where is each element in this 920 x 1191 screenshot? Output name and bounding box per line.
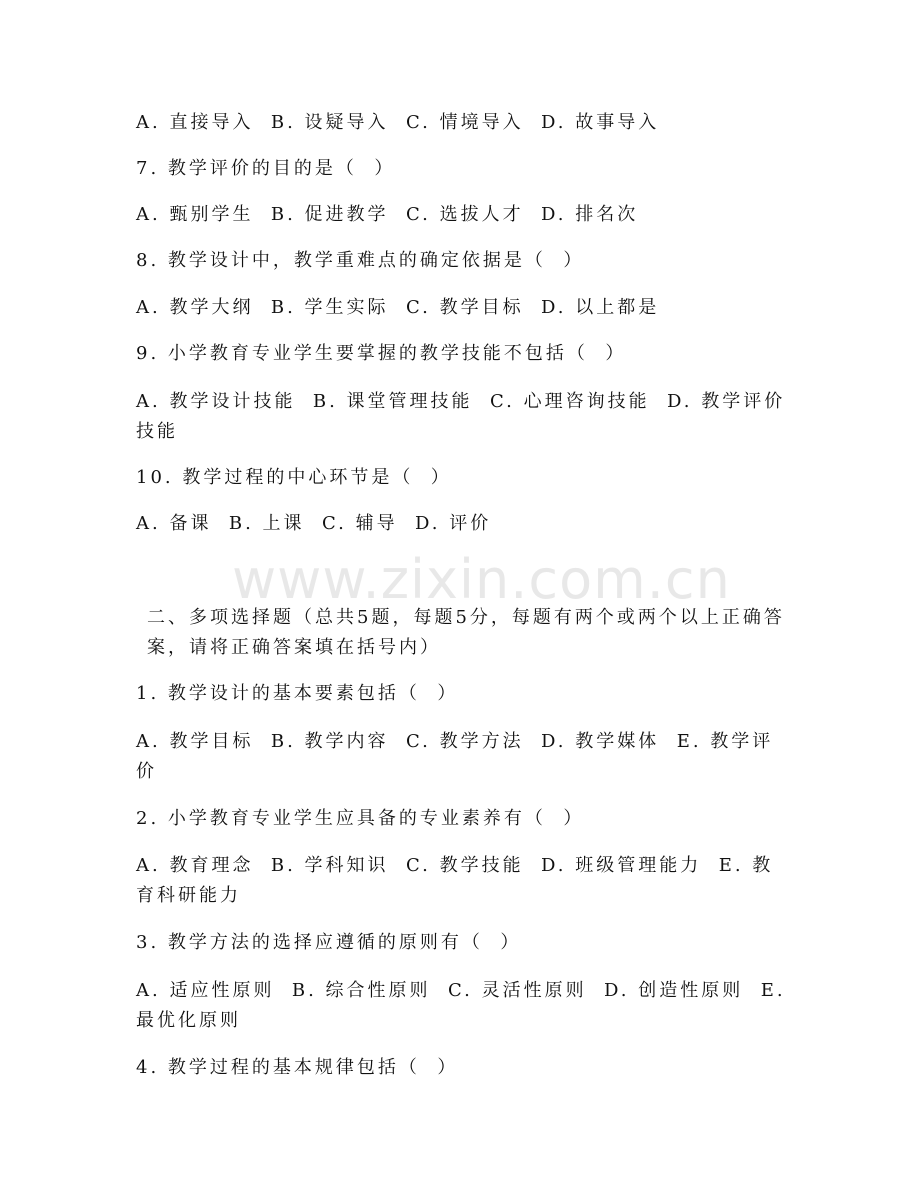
question-8: 8. 教学设计中，教学重难点的确定依据是（ ） <box>136 250 585 271</box>
mc-option-line-2: A. 教育理念 B. 学科知识 C. 教学技能 D. 班级管理能力 E. 教育科研能力 <box>136 855 774 906</box>
question-7: 7. 教学评价的目的是（ ） <box>136 158 396 179</box>
option-line-8: A. 教学大纲 B. 学生实际 C. 教学目标 D. 以上都是 <box>136 297 660 318</box>
mc-option-line-1: A. 教学目标 B. 教学内容 C. 教学方法 D. 教学媒体 E. 教学评价 <box>136 731 774 782</box>
mc-question-1: 1. 教学设计的基本要素包括（ ） <box>136 683 459 704</box>
mc-option-line-3: A. 适应性原则 B. 综合性原则 C. 灵活性原则 D. 创造性原则 E. 最优化原则 <box>136 980 795 1031</box>
section-heading-multiple-choice: 二、多项选择题（总共5题，每题5分，每题有两个或两个以上正确答案，请将正确答案填在括号内） <box>147 607 785 658</box>
mc-question-4: 4. 教学过程的基本规律包括（ ） <box>136 1057 459 1078</box>
mc-question-3: 3. 教学方法的选择应遵循的原则有（ ） <box>136 932 522 953</box>
option-line-9: A. 教学设计技能 B. 课堂管理技能 C. 心理咨询技能 D. 教学评价技能 <box>136 391 786 442</box>
question-9: 9. 小学教育专业学生要掌握的教学技能不包括（ ） <box>136 343 627 364</box>
watermark: www.zixin.com.cn <box>232 548 731 611</box>
option-line-10: A. 备课 B. 上课 C. 辅导 D. 评价 <box>136 513 492 534</box>
option-line-6: A. 直接导入 B. 设疑导入 C. 情境导入 D. 故事导入 <box>136 112 660 133</box>
option-line-7: A. 甄别学生 B. 促进教学 C. 选拔人才 D. 排名次 <box>136 204 639 225</box>
question-10: 10. 教学过程的中心环节是（ ） <box>136 467 452 488</box>
mc-question-2: 2. 小学教育专业学生应具备的专业素养有（ ） <box>136 808 585 829</box>
